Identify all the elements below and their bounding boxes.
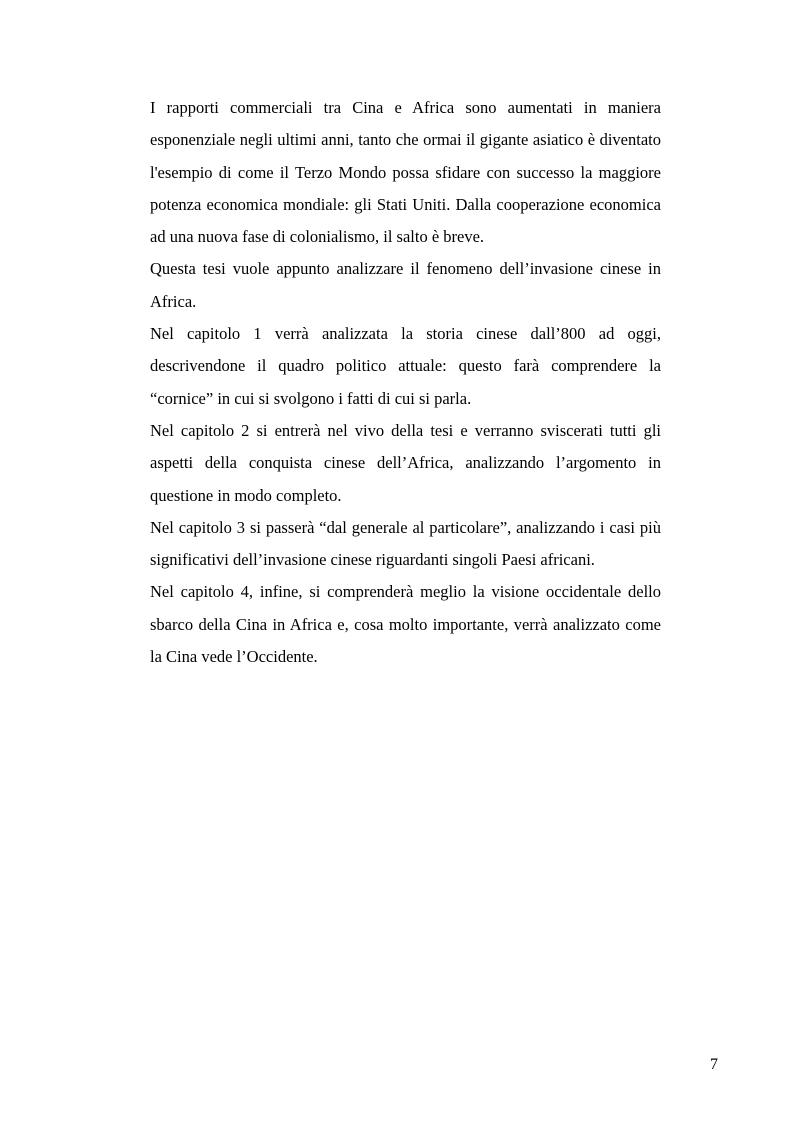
page-number: 7 bbox=[710, 1056, 718, 1073]
paragraph-chapter-3: Nel capitolo 3 si passerà “dal generale al particolare”, analizzando i casi più significativi dell’invasione cinese riguardanti singoli Paesi africani. bbox=[150, 517, 661, 570]
paragraph-thesis-aim: Questa tesi vuole appunto analizzare il fenomeno dell’invasione cinese in Africa. bbox=[150, 259, 661, 311]
paragraph-chapter-2: Nel capitolo 2 si entrerà nel vivo della tesi e verranno sviscerati tutti gli aspetti della conquista cinese dell’Africa, analizzando l’argomento in questione in modo completo. bbox=[150, 420, 661, 505]
body-text bbox=[150, 92, 661, 673]
paragraph-intro: I rapporti commerciali tra Cina e Africa sono aumentati in maniera esponenziale negli ultimi anni, tanto che ormai il gigante asiatico è diventato l'esempio di come il Terzo Mondo possa sfidare con successo la maggiore potenza economica mondiale: gli Stati Uniti. Dalla cooperazione economica ad una nuova fase di colonialismo, il salto è breve. bbox=[150, 98, 661, 247]
paragraph-chapter-4: Nel capitolo 4, infine, si comprenderà meglio la visione occidentale dello sbarco della Cina in Africa e, cosa molto importante, verrà analizzato come la Cina vede l’Occidente. bbox=[150, 582, 661, 667]
paragraph-chapter-1: Nel capitolo 1 verrà analizzata la storia cinese dall’800 ad oggi, descrivendone il quadro politico attuale: questo farà comprendere la “cornice” in cui si svolgono i fatti di cui si parla. bbox=[150, 324, 661, 408]
